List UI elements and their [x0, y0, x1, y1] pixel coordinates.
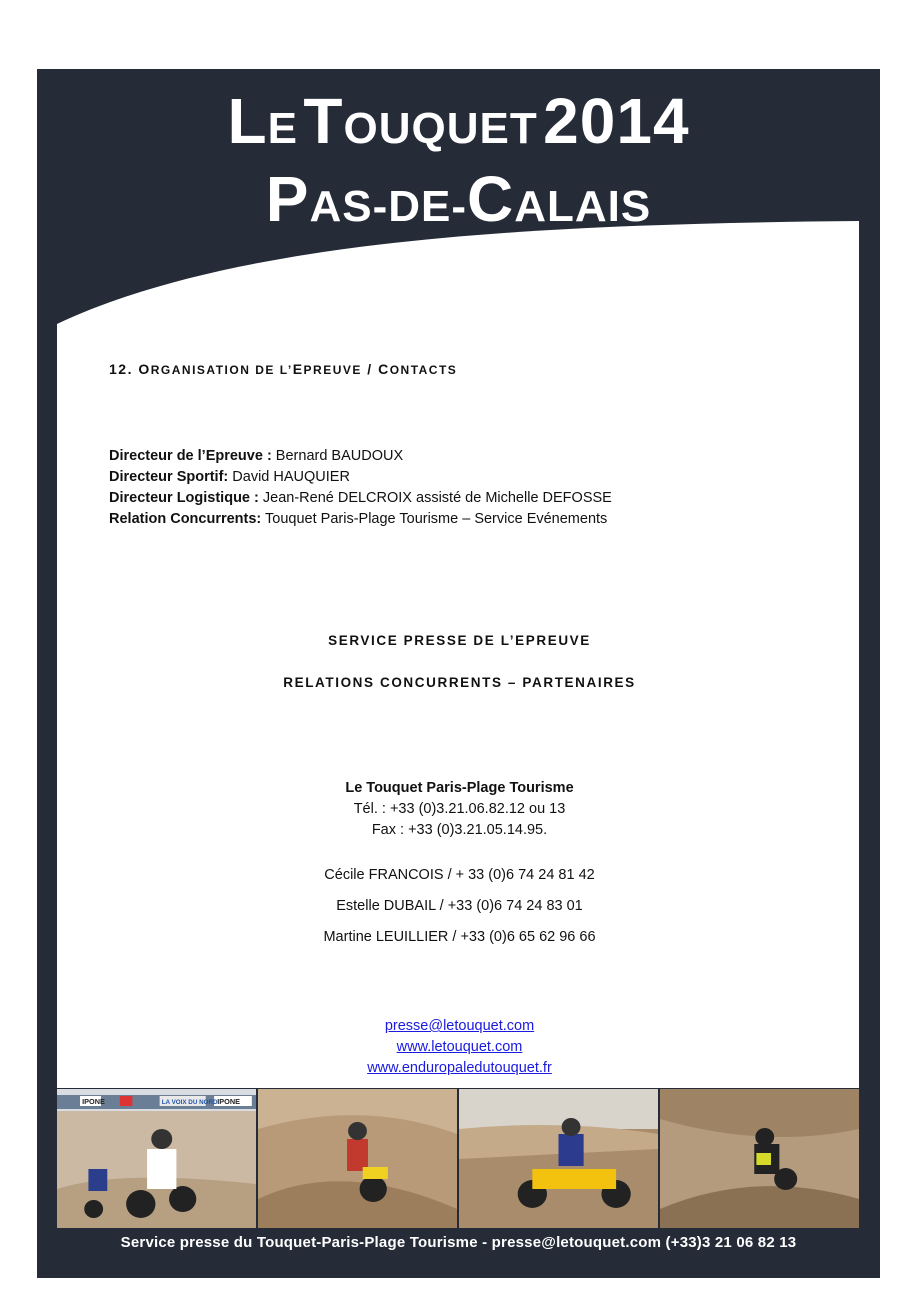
banner-ipone-2: IPONE — [217, 1098, 241, 1106]
links-block — [0, 1016, 919, 1079]
banner-voix-du-nord: LA VOIX DU NORD — [161, 1099, 218, 1106]
contacts-list — [0, 860, 919, 953]
organization-tel: Tél. : +33 (0)3.21.06.82.12 ou 13 — [353, 801, 566, 817]
quad-rider-photo — [459, 1089, 658, 1228]
organization-block — [0, 778, 919, 841]
dune-rider-photo — [660, 1089, 859, 1228]
organization-fax: Fax : +33 (0)3.21.05.14.95. — [371, 822, 548, 838]
motocross-photo — [57, 1089, 256, 1228]
website-link[interactable]: www.letouquet.com — [396, 1039, 523, 1055]
header-title-line1: LE TOUQUET 2014 — [227, 85, 690, 157]
contact-item: Cécile FRANCOIS / + 33 (0)6 74 24 81 42 — [324, 867, 595, 883]
director-row: Directeur Sportif: David HAUQUIER — [109, 469, 350, 485]
email-link[interactable]: presse@letouquet.com — [384, 1018, 535, 1034]
enduropale-link[interactable]: www.enduropaledutouquet.fr — [367, 1060, 552, 1076]
organization-name: Le Touquet Paris-Plage Tourisme — [345, 780, 574, 796]
banner-ipone-1: IPONE — [82, 1098, 105, 1106]
director-row: Directeur Logistique : Jean-René DELCROIX assisté de Michelle DEFOSSE — [109, 490, 612, 506]
footer-contact: Service presse du Touquet-Paris-Plage Tourisme - presse@letouquet.com (+33)3 21 06 82 13 — [120, 1234, 797, 1251]
director-row: Relation Concurrents: Touquet Paris-Plage Tourisme – Service Evénements — [109, 511, 608, 527]
photo-strip — [57, 1089, 859, 1228]
contact-item: Martine LEUILLIER / +33 (0)6 65 62 96 66 — [323, 929, 596, 945]
contact-item: Estelle DUBAIL / +33 (0)6 74 24 83 01 — [336, 898, 583, 914]
directors-list — [109, 446, 612, 530]
service-presse-title: SERVICE PRESSE DE L’EPREUVE — [328, 633, 591, 648]
enduro-rider-photo — [258, 1089, 457, 1228]
relations-title: RELATIONS CONCURRENTS – PARTENAIRES — [283, 675, 636, 690]
header-title-line2: PAS-DE-CALAIS — [265, 163, 652, 235]
section-heading: 12. ORGANISATION DE L’EPREUVE / CONTACTS — [109, 361, 458, 377]
director-row: Directeur de l’Epreuve : Bernard BAUDOUX — [109, 448, 404, 464]
